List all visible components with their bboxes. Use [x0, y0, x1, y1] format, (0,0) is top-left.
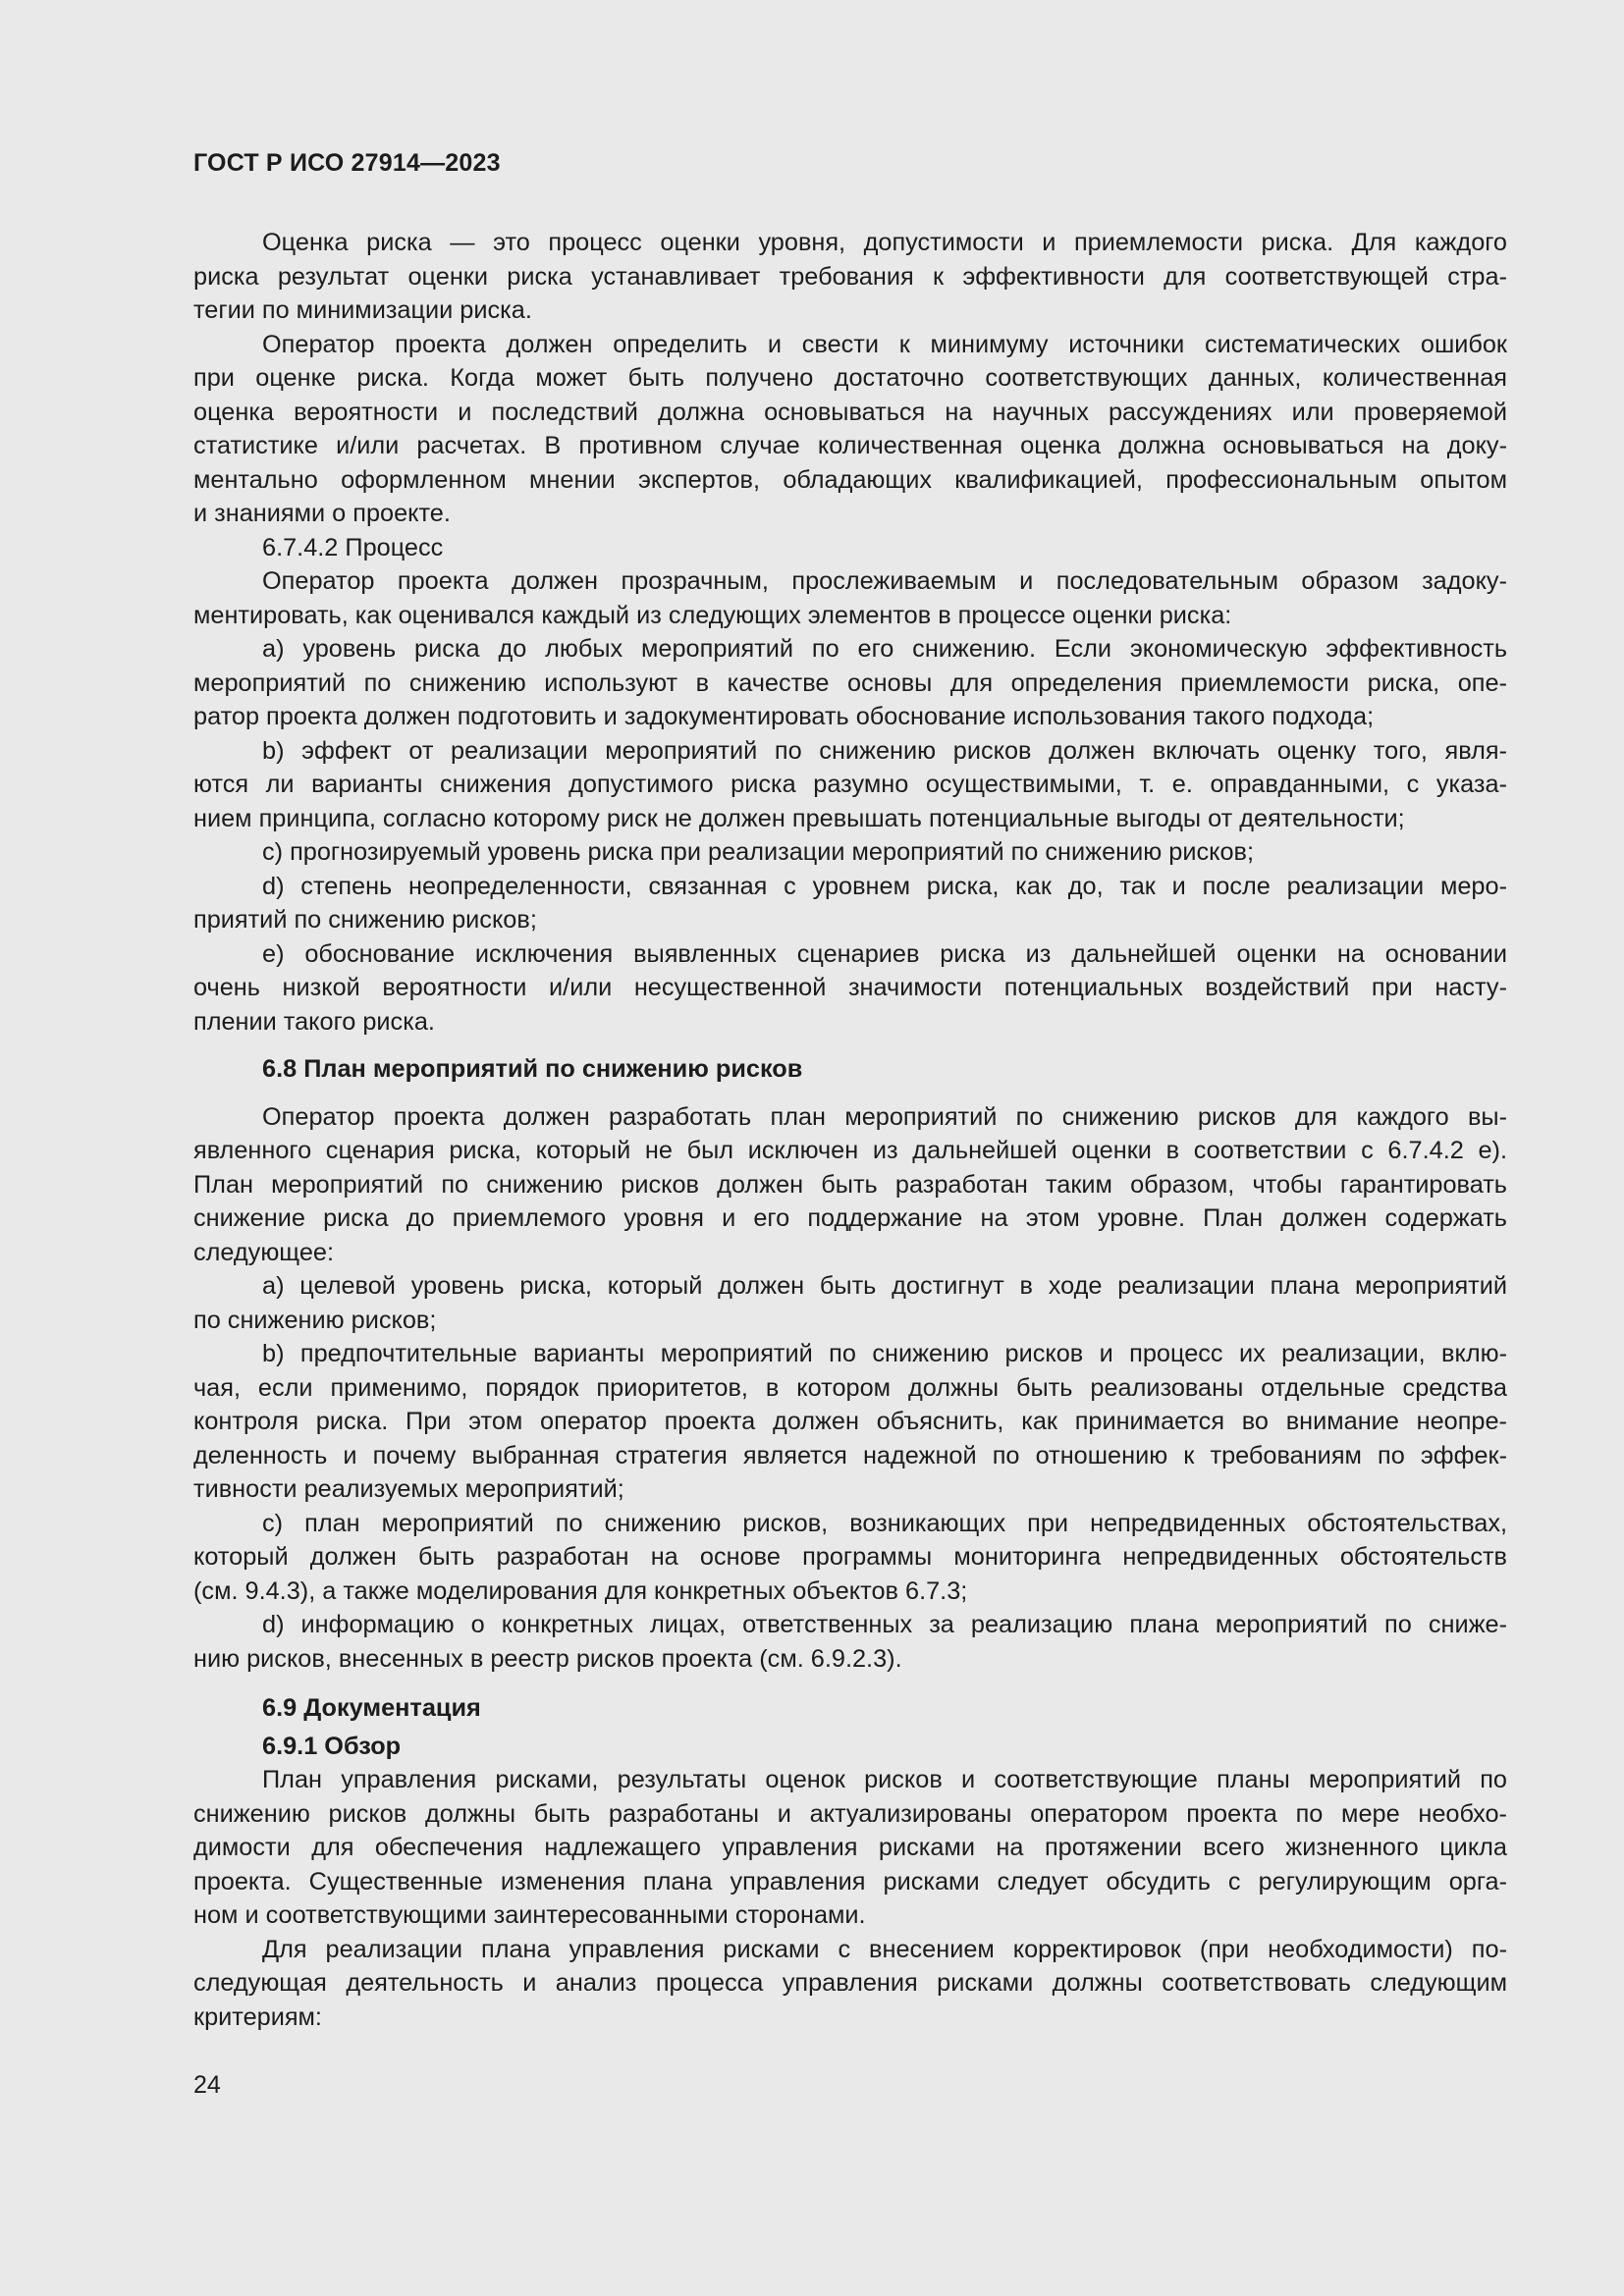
text-line: Оператор проекта должен определить и свести к минимуму источники систематических ошибок	[262, 330, 1507, 358]
document-header: ГОСТ Р ИСО 27914—2023	[193, 149, 501, 177]
text-line: ментировать, как оценивался каждый из следующих элементов в процессе оценки риска:	[193, 601, 1232, 629]
text-line: План мероприятий по снижению рисков должен быть разработан таким образом, чтобы гарантировать	[193, 1170, 1507, 1199]
text-line: риска результат оценки риска устанавливает требования к эффективности для соответствующей стра-	[193, 262, 1507, 291]
text-line: ются ли варианты снижения допустимого риска разумно осуществимыми, т. е. оправданными, с указа-	[193, 771, 1507, 798]
text-line: План управления рисками, результаты оценок рисков и соответствующие планы мероприятий по	[262, 1766, 1507, 1793]
list-item	[193, 937, 1507, 1040]
text-line: a) уровень риска до любых мероприятий по его снижению. Если экономическую эффективность	[262, 635, 1507, 663]
text-line: статистике и/или расчетах. В противном случае количественная оценка должна основываться на доку-	[193, 432, 1507, 459]
text-line: оценка вероятности и последствий должна основываться на научных рассуждениях или проверяемой	[193, 398, 1507, 426]
list-item	[193, 734, 1507, 836]
text-line: явленного сценария риска, который не был исключен из дальнейшей оценки в соответствии с 6.7.4.2 е).	[193, 1137, 1507, 1164]
text-line: b) эффект от реализации мероприятий по снижению рисков должен включать оценку того, явля-	[262, 736, 1507, 765]
text-line: следующая деятельность и анализ процесса управления рисками должны соответствовать следующим	[193, 1969, 1507, 1997]
paragraph	[193, 1933, 1507, 2035]
text-line: приятий по снижению рисков;	[193, 906, 537, 934]
text-line: проекта. Существенные изменения плана управления рисками следует обсудить с регулирующим орга-	[193, 1867, 1507, 1896]
text-line: и знаниями о проекте.	[193, 500, 451, 527]
text-line: плении такого риска.	[193, 1007, 435, 1036]
text-line: тивности реализуемых мероприятий;	[193, 1475, 624, 1503]
subsection-heading-6742: 6.7.4.2 Процесс	[262, 533, 444, 561]
text-line: димости для обеспечения надлежащего управления рисками на протяжении всего жизненного цикла	[193, 1834, 1507, 1861]
text-line: снижению рисков должны быть разработаны и актуализированы оператором проекта по мере необхо-	[193, 1799, 1507, 1828]
text-line: тегии по минимизации риска.	[193, 296, 532, 324]
text-line: Оценка риска — это процесс оценки уровня, допустимости и приемлемости риска. Для каждого	[262, 229, 1507, 256]
text-line: снижение риска до приемлемого уровня и его поддержание на этом уровне. План должен содержать	[193, 1204, 1507, 1232]
paragraph	[193, 1100, 1507, 1270]
text-line: нию рисков, внесенных в реестр рисков проекта (см. 6.9.2.3).	[193, 1644, 902, 1673]
text-line: деленность и почему выбранная стратегия является надежной по отношению к требованиям по эффек-	[193, 1441, 1507, 1469]
list-item	[193, 632, 1507, 734]
text-line: мероприятий по снижению используют в качестве основы для определения приемлемости риска, опе-	[193, 668, 1507, 697]
paragraph	[193, 564, 1507, 632]
list-item	[193, 1337, 1507, 1507]
list-item	[193, 870, 1507, 937]
text-line: при оценке риска. Когда может быть получено достаточно соответствующих данных, количественная	[193, 364, 1507, 392]
text-line: ном и соответствующими заинтересованными сторонами.	[193, 1901, 866, 1929]
text-line: a) целевой уровень риска, который должен быть достигнут в ходе реализации плана мероприятий	[262, 1272, 1507, 1300]
paragraph	[193, 1763, 1507, 1933]
paragraph	[193, 328, 1507, 531]
section-heading-68: 6.8 План мероприятий по снижению рисков	[262, 1055, 803, 1083]
text-line: следующее:	[193, 1238, 334, 1266]
text-line: c) прогнозируемый уровень риска при реализации мероприятий по снижению рисков;	[262, 838, 1254, 866]
subsection-heading-691: 6.9.1 Обзор	[262, 1732, 402, 1760]
section-heading-69: 6.9 Документация	[262, 1694, 481, 1722]
text-line: очень низкой вероятности и/или несущественной значимости потенциальных воздействий при насту-	[193, 974, 1507, 1001]
text-line: критериям:	[193, 2002, 322, 2031]
text-line: d) степень неопределенности, связанная с уровнем риска, как до, так и после реализации меро-	[262, 872, 1507, 900]
text-line: контроля риска. При этом оператор проекта должен объяснить, как принимается во внимание неопре-	[193, 1408, 1507, 1435]
list-item	[193, 1507, 1507, 1609]
list-item	[193, 1608, 1507, 1676]
text-line: ратор проекта должен подготовить и задокументировать обоснование использования такого подхода;	[193, 703, 1375, 730]
list-item	[193, 835, 1507, 870]
text-line: e) обоснование исключения выявленных сценариев риска из дальнейшей оценки на основании	[262, 939, 1507, 968]
text-line: по снижению рисков;	[193, 1306, 437, 1334]
text-line: чая, если применимо, порядок приоритетов, в котором должны быть реализованы отдельные средства	[193, 1373, 1507, 1402]
text-line: (см. 9.4.3), а также моделирования для конкретных объектов 6.7.3;	[193, 1576, 968, 1605]
page-content	[193, 226, 1507, 2034]
text-line: который должен быть разработан на основе программы мониторинга непредвиденных обстоятельств	[193, 1543, 1507, 1571]
paragraph	[193, 226, 1507, 328]
text-line: Оператор проекта должен прозрачным, прослеживаемым и последовательным образом задоку-	[262, 567, 1507, 595]
text-line: ментально оформленном мнении экспертов, обладающих квалификацией, профессиональным опытом	[193, 465, 1507, 494]
page-number: 24	[193, 2071, 221, 2099]
text-line: b) предпочтительные варианты мероприятий по снижению рисков и процесс их реализации, вклю-	[262, 1340, 1507, 1367]
text-line: d) информацию о конкретных лицах, ответственных за реализацию плана мероприятий по сниже-	[262, 1611, 1507, 1638]
text-line: c) план мероприятий по снижению рисков, возникающих при непредвиденных обстоятельствах,	[262, 1509, 1507, 1537]
text-line: нием принципа, согласно которому риск не должен превышать потенциальные выгоды от деятельности;	[193, 804, 1405, 832]
text-line: Для реализации плана управления рисками с внесением корректировок (при необходимости) по-	[262, 1935, 1507, 1963]
text-line: Оператор проекта должен разработать план мероприятий по снижению рисков для каждого вы-	[262, 1102, 1507, 1131]
list-item	[193, 1269, 1507, 1337]
